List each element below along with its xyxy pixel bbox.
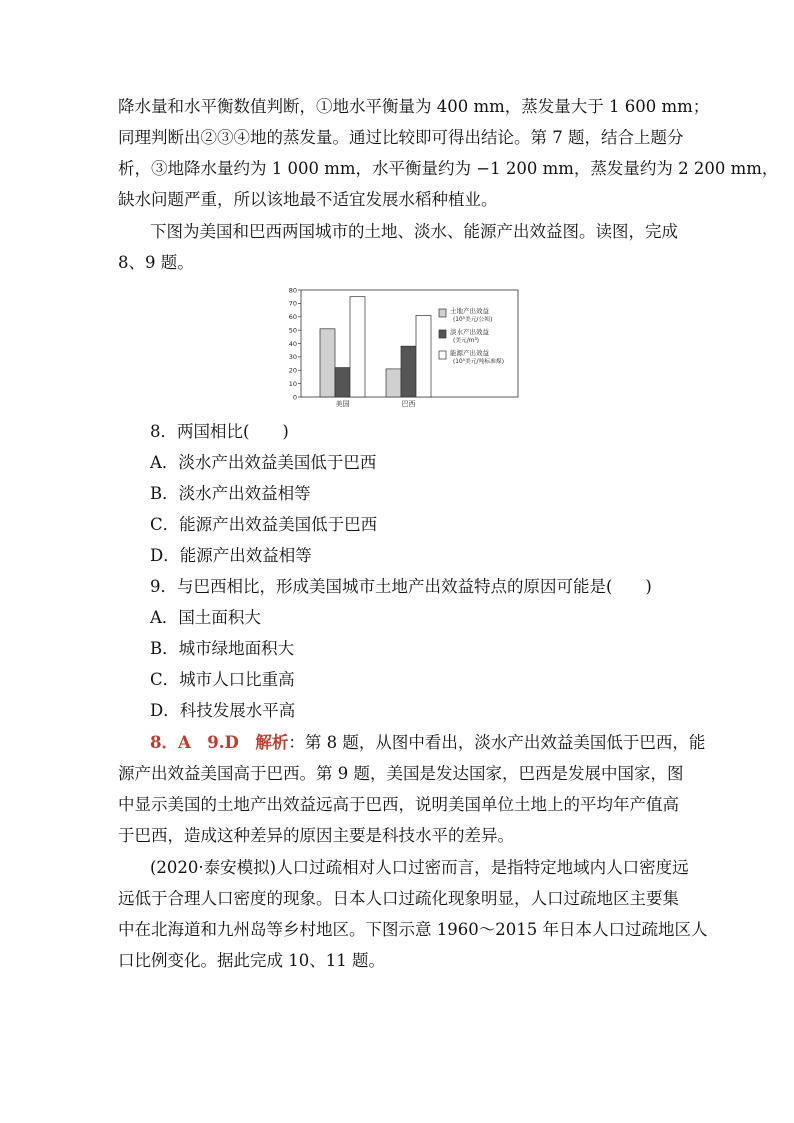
legend-label: 能源产出效益 <box>450 349 489 357</box>
y-tick-label: 10 <box>288 379 297 388</box>
answer-line-first <box>150 733 705 753</box>
bar <box>335 368 350 397</box>
q8-option-d: D．能源产出效益相等 <box>150 546 312 565</box>
bar <box>401 346 416 397</box>
chart-svg <box>282 284 532 414</box>
answer-line: 中显示美国的土地产出效益远高于巴西，说明美国单位土地上的平均年产值高 <box>118 795 679 814</box>
intro-line: 析，③地降水量约为 1 000 mm，水平衡量约为 −1 200 mm，蒸发量约为 2 200 mm， <box>118 159 779 178</box>
bar <box>320 329 335 397</box>
intro-line: 同理判断出②③④地的蒸发量。通过比较即可得出结论。第 7 题，结合上题分 <box>118 128 684 147</box>
y-tick-label: 80 <box>288 286 297 295</box>
x-category-label: 美国 <box>335 400 350 408</box>
intro-line: 缺水问题严重，所以该地最不适宜发展水稻种植业。 <box>118 190 498 209</box>
y-tick-label: 70 <box>288 299 297 308</box>
answer-line: 源产出效益美国高于巴西。第 9 题，美国是发达国家，巴西是发展中国家，图 <box>118 764 684 783</box>
next-line: 远低于合理人口密度的现象。日本人口过疏化现象明显，人口过疏地区主要集 <box>118 889 679 908</box>
bar <box>386 369 401 397</box>
answer-key: 8．A 9.D 解析 <box>150 733 289 752</box>
q9-option-a: A．国土面积大 <box>150 608 261 627</box>
y-tick-label: 0 <box>292 393 297 402</box>
q9-stem: 9．与巴西相比，形成美国城市土地产出效益特点的原因可能是( ) <box>150 577 652 596</box>
q9-option-c: C．城市人口比重高 <box>150 670 295 689</box>
legend-swatch <box>439 351 446 359</box>
q8-option-a: A．淡水产出效益美国低于巴西 <box>150 453 377 472</box>
y-tick-label: 50 <box>288 326 297 335</box>
q8-stem: 8．两国相比( ) <box>150 422 289 441</box>
y-tick-label: 40 <box>288 339 297 348</box>
y-tick-label: 60 <box>288 313 297 322</box>
bar-chart <box>282 284 532 414</box>
next-line: 中在北海道和九州岛等乡村地区。下图示意 1960～2015 年日本人口过疏地区人 <box>118 920 708 939</box>
q9-option-d: D．科技发展水平高 <box>150 701 296 720</box>
legend-swatch <box>439 309 446 317</box>
legend-unit: (10⁵美元/公顷) <box>453 317 493 323</box>
answer-text: ：第 8 题，从图中看出，淡水产出效益美国低于巴西，能 <box>288 733 706 752</box>
legend-label: 土地产出效益 <box>450 307 489 315</box>
x-category-label: 巴西 <box>401 400 416 408</box>
stem-line: 下图为美国和巴西两国城市的土地、淡水、能源产出效益图。读图，完成 <box>150 222 678 241</box>
legend-unit: (美元/m³) <box>453 338 480 344</box>
legend-label: 淡水产出效益 <box>450 328 489 336</box>
next-line: 口比例变化。据此完成 10、11 题。 <box>118 951 385 970</box>
answer-line: 于巴西，造成这种差异的原因主要是科技水平的差异。 <box>118 826 514 845</box>
q8-option-b: B．淡水产出效益相等 <box>150 484 311 503</box>
q8-option-c: C．能源产出效益美国低于巴西 <box>150 515 378 534</box>
bar <box>350 297 365 397</box>
legend-unit: (10⁵美元/吨标准煤) <box>453 359 504 365</box>
intro-line: 降水量和水平衡数值判断，①地水平衡量为 400 mm，蒸发量大于 1 600 mm； <box>118 97 710 116</box>
legend-swatch <box>439 330 446 338</box>
y-tick-label: 20 <box>288 366 297 375</box>
next-line: (2020·泰安模拟)人口过疏相对人口过密而言，是指特定地域内人口密度远 <box>150 858 689 877</box>
bar <box>416 315 431 397</box>
q9-option-b: B．城市绿地面积大 <box>150 639 295 658</box>
y-tick-label: 30 <box>288 353 297 362</box>
stem-line: 8、9 题。 <box>118 253 194 272</box>
